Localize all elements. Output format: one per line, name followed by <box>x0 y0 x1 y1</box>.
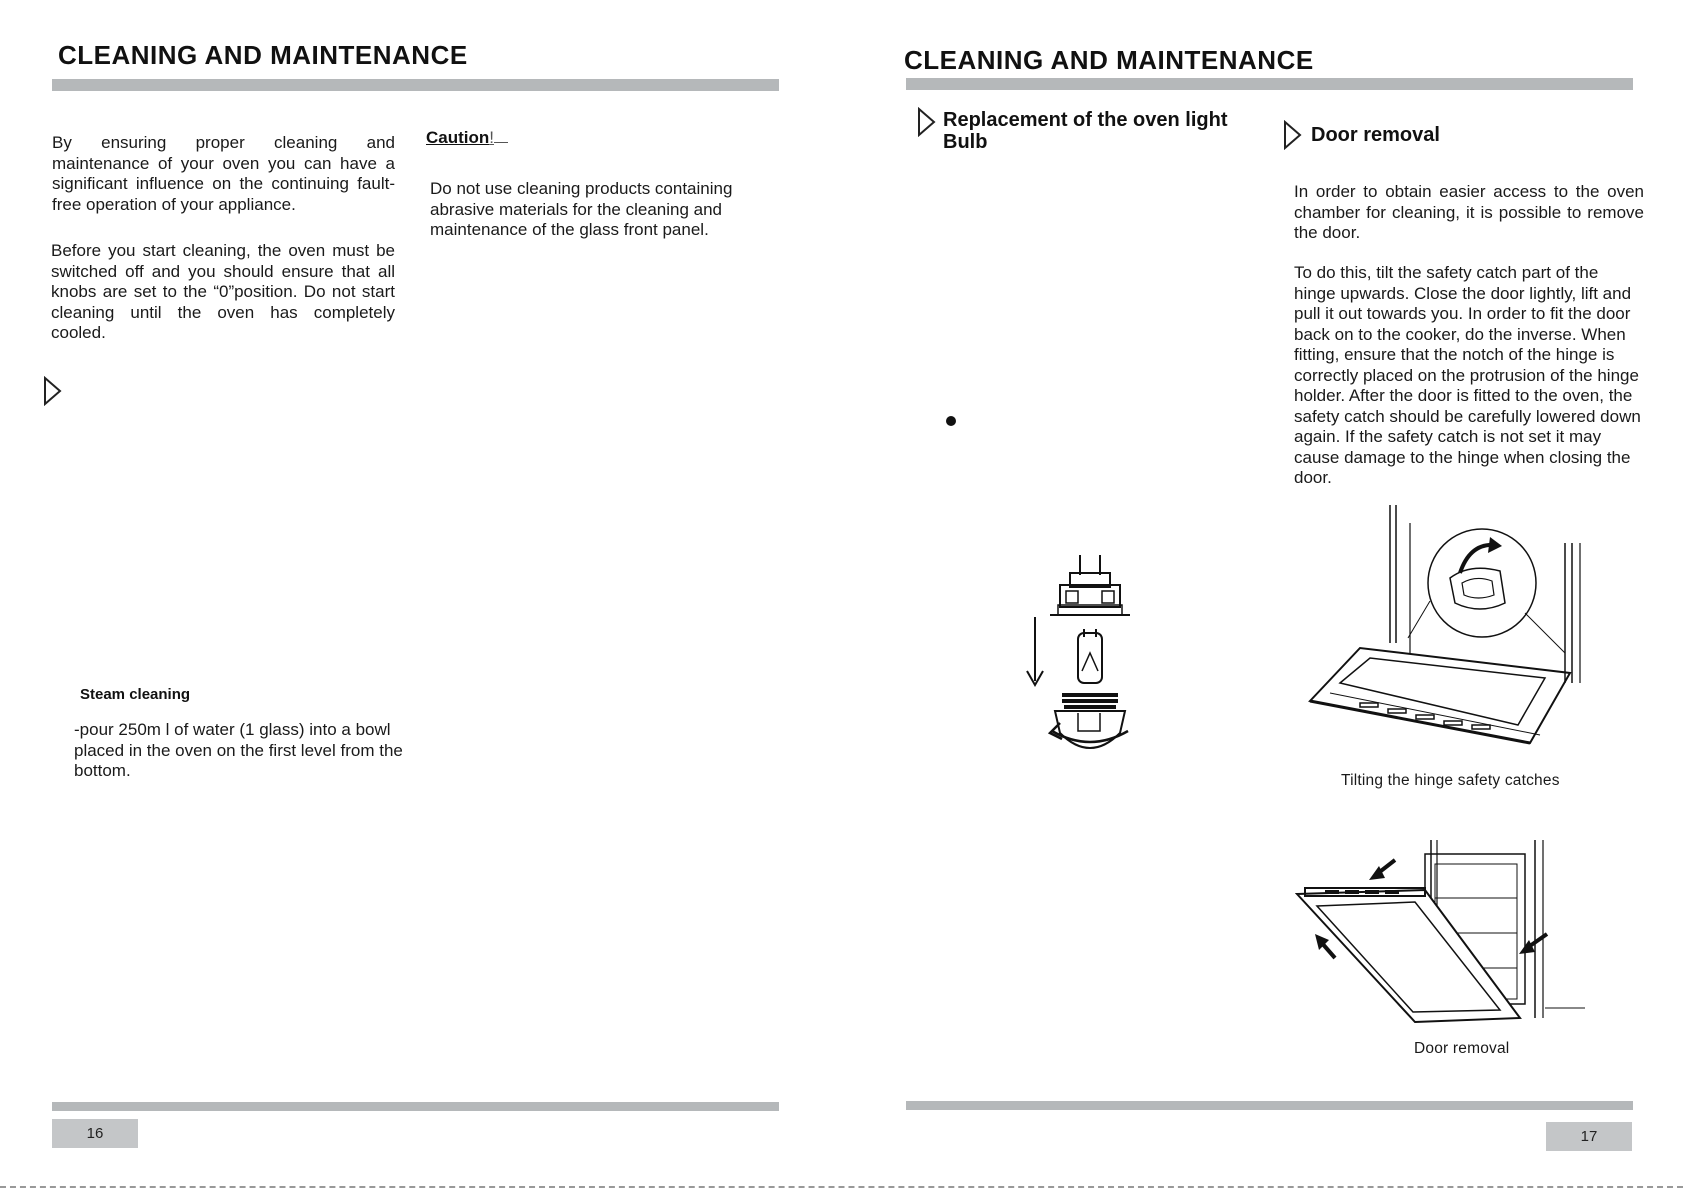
caution-text: Do not use cleaning products containing abrasive materials for the cleaning and maintenance of the glass front panel. <box>430 179 733 239</box>
triangle-pointer-icon <box>1283 120 1303 150</box>
triangle-pointer-icon <box>43 376 63 406</box>
caution-mark: ! <box>489 128 495 147</box>
right-title-rule <box>906 78 1633 90</box>
left-title-rule <box>52 79 779 91</box>
lamp-assembly-illustration <box>1020 553 1130 763</box>
right-page-number: 17 <box>1546 1122 1632 1151</box>
caution-label: Caution <box>426 128 490 147</box>
door-paragraph-1: In order to obtain easier access to the oven chamber for cleaning, it is possible to remove the door. <box>1294 182 1644 242</box>
intro-paragraph-2: Before you start cleaning, the oven must be switched off and you should ensure that all knobs are set to the “0”position. Do not start cleaning until the oven has completely cooled. <box>51 241 395 342</box>
left-page-number: 16 <box>52 1119 138 1148</box>
door-paragraph-2: To do this, tilt the safety catch part of the hinge upwards. Close the door lightly, lift and pull it out towards you. In order to fit the door back on to the cooker, do the inverse. When fitting, ensure that the notch of the hinge is correctly placed on the protrusion of the hinge holder. After the door is fitted to the oven, the safety catch should be carefully lowered down again. If the safety catch is not set it may cause damage to the hinge when closing the door. <box>1294 263 1641 487</box>
caution-heading <box>426 128 508 148</box>
hinge-illustration <box>1300 503 1600 748</box>
steam-cleaning-text: -pour 250m l of water (1 glass) into a bowl placed in the oven on the first level from the bottom. <box>74 720 403 780</box>
caption-door-removal: Door removal <box>1414 1040 1510 1057</box>
bulb-heading-line-2: Bulb <box>943 131 988 153</box>
triangle-pointer-icon <box>917 107 937 137</box>
bullet-dot-icon <box>945 415 957 427</box>
right-page-title: CLEANING AND MAINTENANCE <box>904 45 1314 75</box>
caption-hinge: Tilting the hinge safety catches <box>1341 772 1560 789</box>
right-footer-rule <box>906 1101 1633 1110</box>
steam-cleaning-heading: Steam cleaning <box>80 686 191 703</box>
left-footer-rule <box>52 1102 779 1111</box>
intro-paragraph-1: By ensuring proper cleaning and maintenance of your oven you can have a significant influence on the continuing fault-free operation of your appliance. <box>52 133 395 214</box>
bottom-crop-line <box>0 1186 1683 1188</box>
bulb-replacement-heading <box>943 109 1243 153</box>
left-page-title: CLEANING AND MAINTENANCE <box>58 40 468 70</box>
bulb-heading-line-1: Replacement of the oven light <box>943 109 1228 131</box>
door-removal-heading: Door removal <box>1311 124 1440 146</box>
door-removal-illustration <box>1295 838 1595 1023</box>
